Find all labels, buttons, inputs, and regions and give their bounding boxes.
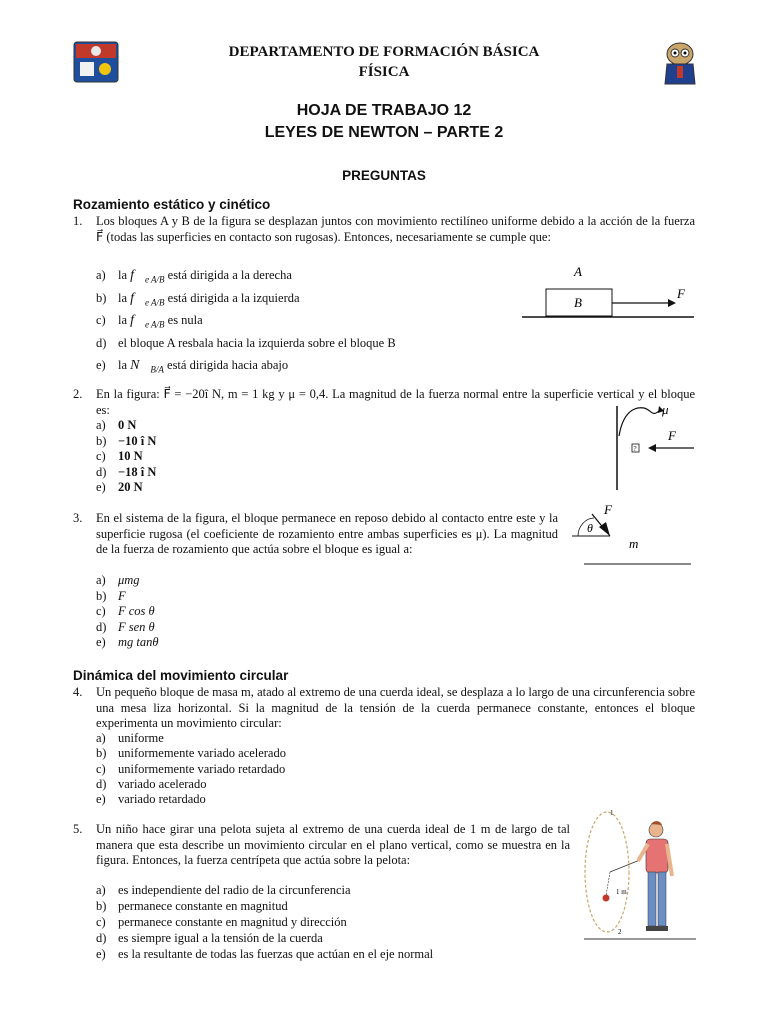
answer-option bbox=[96, 635, 159, 650]
option-text: uniformemente variado acelerado bbox=[118, 746, 286, 761]
option-letter: d) bbox=[96, 335, 107, 350]
answer-option bbox=[96, 313, 203, 333]
option-post: es nula bbox=[164, 313, 203, 327]
option-letter: a) bbox=[96, 268, 106, 282]
option-text: 10 N bbox=[118, 449, 143, 463]
option-pre: la bbox=[118, 313, 131, 327]
option-text: F cos θ bbox=[118, 604, 155, 618]
answer-option bbox=[96, 777, 206, 792]
answer-option bbox=[96, 465, 156, 480]
option-letter: d) bbox=[96, 619, 107, 634]
option-letter: b) bbox=[96, 746, 107, 761]
topic-title: LEYES DE NEWTON – PARTE 2 bbox=[264, 124, 504, 141]
option-text: variado retardado bbox=[118, 792, 206, 807]
option-pre: la bbox=[118, 358, 131, 372]
option-letter: a) bbox=[96, 418, 106, 432]
option-letter: c) bbox=[96, 313, 106, 327]
option-text: 20 N bbox=[118, 480, 143, 494]
answer-option bbox=[96, 762, 285, 777]
option-sym: f⃗ bbox=[130, 313, 145, 328]
option-text: es la resultante de todas las fuerzas que actúan en el eje normal bbox=[118, 947, 434, 961]
option-letter: c) bbox=[96, 915, 106, 929]
option-letter: d) bbox=[96, 464, 107, 479]
option-letter: e) bbox=[96, 635, 106, 649]
block-label: ? bbox=[633, 445, 637, 453]
label-force: F⃗ bbox=[677, 286, 696, 301]
question-number: 5. bbox=[73, 822, 83, 836]
question-number: 1. bbox=[73, 214, 83, 228]
option-letter: a) bbox=[96, 573, 106, 587]
option-sym: N⃗ bbox=[130, 358, 151, 373]
top-position-label: 1 bbox=[610, 809, 614, 817]
option-text: permanece constante en magnitud bbox=[118, 899, 288, 913]
option-text: uniforme bbox=[118, 731, 164, 745]
option-letter: b) bbox=[96, 899, 107, 913]
answer-option bbox=[96, 589, 126, 604]
option-post: está dirigida hacia abajo bbox=[163, 358, 289, 372]
question-text: Un pequeño bloque de masa m, atado al extremo de una cuerda ideal, se desplaza a lo largo de una circunferencia sobre una mesa liza horizontal. Si la magnitud de la tensión de la cuerda permanece constante, entonces el bloque experimenta un movimiento circular: bbox=[96, 685, 695, 730]
section-title-circular: Dinámica del movimiento circular bbox=[73, 668, 289, 683]
answer-option bbox=[96, 620, 155, 635]
answer-option bbox=[96, 746, 286, 761]
option-text: 0 N bbox=[118, 418, 137, 432]
answer-option bbox=[96, 915, 347, 930]
label-a: A bbox=[574, 264, 582, 279]
option-text: F bbox=[118, 588, 126, 603]
answer-option bbox=[96, 731, 164, 746]
sheet-title: HOJA DE TRABAJO 12 bbox=[296, 102, 472, 119]
radius-label: 1 m bbox=[616, 888, 627, 896]
answer-option bbox=[96, 573, 140, 588]
label-force: F⃗ bbox=[604, 502, 623, 517]
option-text: uniformemente variado retardado bbox=[118, 761, 286, 776]
question-text: En la figura: F⃗ = −20î N, m = 1 kg y μ = 0,4. La magnitud de la fuerza normal entre la superficie vertical y el bloque es: bbox=[96, 387, 695, 417]
answer-option bbox=[96, 931, 323, 946]
label-b: B bbox=[574, 295, 582, 310]
option-text: μmg bbox=[118, 573, 140, 587]
option-post: está dirigida a la izquierda bbox=[164, 290, 300, 305]
answer-option bbox=[96, 947, 433, 962]
question-number: 3. bbox=[73, 511, 83, 525]
figure-child-ball bbox=[580, 806, 700, 942]
option-sub: B/A bbox=[150, 364, 164, 375]
answer-option bbox=[96, 480, 143, 495]
option-text: F sen θ bbox=[118, 619, 155, 634]
option-sub: e A/B bbox=[144, 274, 165, 285]
option-letter: e) bbox=[96, 947, 106, 961]
question-text: Un niño hace girar una pelota sujeta al extremo de una cuerda ideal de 1 m de largo de tal manera que esta describe un movimiento circular en el plano vertical, como se muestra en la figura. Entonces, la fuerza centrípeta que actúa sobre la pelota: bbox=[96, 822, 570, 867]
option-letter: e) bbox=[96, 792, 106, 807]
option-text: es independiente del radio de la circunferencia bbox=[118, 883, 351, 897]
answer-option bbox=[96, 336, 396, 356]
option-sub: e A/B bbox=[144, 297, 165, 307]
option-sym: f⃗ bbox=[130, 290, 145, 306]
option-sub: e A/B bbox=[144, 319, 165, 330]
option-letter: d) bbox=[96, 776, 107, 791]
option-pre: la bbox=[118, 268, 131, 282]
option-letter: e) bbox=[96, 358, 106, 372]
answer-option bbox=[96, 604, 155, 619]
question-text: Los bloques A y B de la figura se desplazan juntos con movimiento rectilíneo uniforme debido a la acción de la fuerza F⃗ (todas las superficies en contacto son rugosas). Entonces, necesariamente se cumple que: bbox=[96, 214, 695, 244]
figure-blocks bbox=[520, 262, 700, 324]
figure-inclined-force bbox=[568, 500, 698, 568]
answer-option bbox=[96, 449, 143, 464]
option-letter: b) bbox=[96, 588, 107, 603]
answer-option bbox=[96, 434, 156, 449]
option-post: el bloque A resbala hacia la izquierda sobre el bloque B bbox=[118, 335, 396, 350]
option-sym: f⃗ bbox=[130, 268, 145, 283]
label-theta: θ bbox=[587, 521, 593, 535]
option-letter: c) bbox=[96, 761, 106, 776]
bottom-position-label: 2 bbox=[618, 928, 622, 936]
answer-option bbox=[96, 418, 136, 433]
answer-option bbox=[96, 358, 288, 378]
figure-wall-block bbox=[608, 398, 698, 492]
section-heading: PREGUNTAS bbox=[342, 168, 426, 183]
option-letter: b) bbox=[96, 433, 107, 448]
option-letter: a) bbox=[96, 731, 106, 745]
option-letter: c) bbox=[96, 604, 106, 618]
answer-option bbox=[96, 883, 351, 898]
subject-title: FÍSICA bbox=[358, 64, 410, 80]
answer-option bbox=[96, 268, 292, 288]
option-text: −10 î N bbox=[118, 433, 157, 448]
label-force: F⃗ bbox=[668, 428, 687, 443]
department-title: DEPARTAMENTO DE FORMACIÓN BÁSICA bbox=[228, 44, 540, 60]
label-mass: m bbox=[629, 536, 639, 551]
question-number: 4. bbox=[73, 685, 83, 699]
label-mu: μ bbox=[662, 402, 669, 417]
option-text: es siempre igual a la tensión de la cuerda bbox=[118, 931, 323, 945]
option-text: −18 î N bbox=[118, 464, 157, 479]
option-letter: e) bbox=[96, 480, 106, 494]
option-letter: b) bbox=[96, 290, 107, 305]
answer-option bbox=[96, 291, 300, 311]
option-letter: a) bbox=[96, 883, 106, 897]
option-text: mg tanθ bbox=[118, 635, 159, 649]
section-title-friction: Rozamiento estático y cinético bbox=[73, 197, 271, 212]
answer-option bbox=[96, 792, 206, 807]
question-number: 2. bbox=[73, 387, 83, 401]
option-letter: c) bbox=[96, 449, 106, 463]
answer-option bbox=[96, 899, 288, 914]
option-post: está dirigida a la derecha bbox=[164, 268, 292, 282]
option-text: variado acelerado bbox=[118, 776, 207, 791]
option-pre: la bbox=[118, 290, 131, 305]
option-text: permanece constante en magnitud y dirección bbox=[118, 915, 347, 929]
option-letter: d) bbox=[96, 931, 107, 945]
question-text: En el sistema de la figura, el bloque permanece en reposo debido al contacto entre este y la superficie rugosa (el coeficiente de rozamiento entre ambas superficies es μ). La magnitud de la fuerza de rozamiento que actúa sobre el bloque es igual a: bbox=[96, 511, 558, 556]
